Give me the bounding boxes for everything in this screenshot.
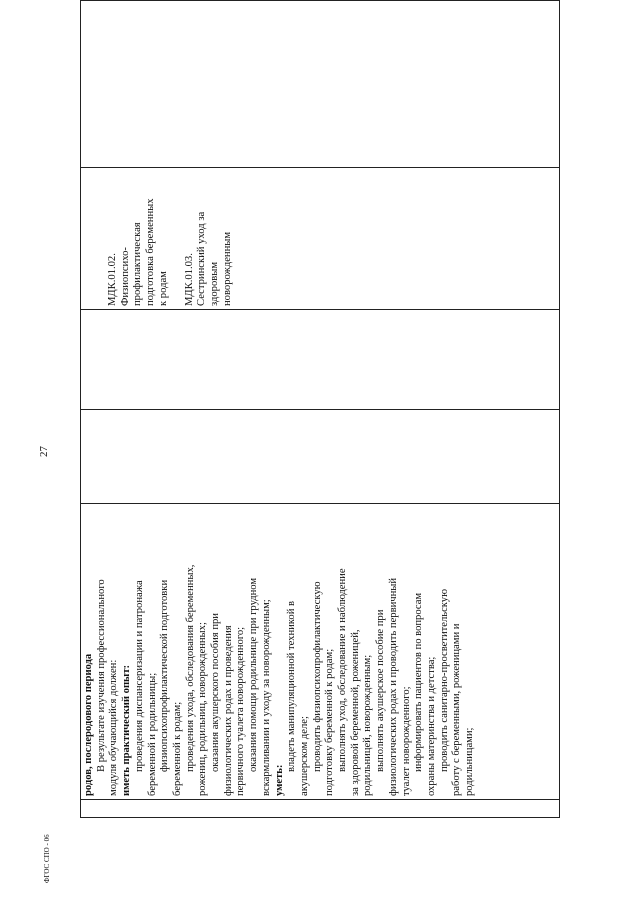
- table-cell-content: [81, 504, 560, 800]
- mdk-line: профилактическая: [132, 222, 144, 306]
- mdk-line: МДК.01.03.: [183, 253, 195, 306]
- content-line: родов, послеродового периода: [83, 653, 94, 796]
- content-line: информировать пациентов по вопросам: [413, 592, 425, 772]
- table-cell-empty: [81, 1, 560, 168]
- content-line: вскармливании и уходу за новорожденным;: [260, 599, 272, 796]
- content-line: туалет новорожденного;: [400, 686, 412, 796]
- content-line: проведения диспансеризации и патронажа: [133, 580, 145, 772]
- content-line: беременной к родам;: [171, 701, 183, 796]
- content-line: оказания помощи родильнице при грудном: [248, 577, 260, 772]
- content-line: проведения ухода, обследования беременных,: [184, 564, 196, 772]
- content-line: владеть манипуляционной техникой в: [286, 600, 298, 772]
- content-line: подготовку беременной к родам;: [324, 648, 336, 796]
- mdk-line: здоровым: [208, 261, 220, 306]
- content-line: за здоровой беременной, роженицей,: [349, 629, 361, 796]
- content-line: уметь:: [273, 764, 285, 796]
- page-number: 27: [38, 446, 50, 457]
- content-line: работу с беременными, роженицами и: [451, 623, 463, 796]
- table-cell-mdk: [81, 168, 560, 310]
- content-line: иметь практический опыт:: [121, 664, 133, 796]
- content-line: выполнять уход, обследование и наблюдение: [337, 568, 349, 772]
- content-line: физиологических родах и проведения: [222, 625, 234, 796]
- content-line: проводить физиопсихопрофилактическую: [311, 581, 323, 772]
- learning-outcomes-text: [81, 504, 477, 799]
- mdk-block: [107, 171, 171, 306]
- curriculum-table: [80, 0, 560, 818]
- mdk-block: [184, 171, 235, 306]
- content-line: родильницей, новорожденным;: [362, 654, 374, 796]
- table-cell-index: [81, 800, 560, 818]
- content-line: физиопсихопрофилактической подготовки: [159, 579, 171, 772]
- content-line: охраны материнства и детства;: [425, 656, 437, 796]
- table-row: [81, 1, 560, 818]
- table-cell-empty: [81, 410, 560, 504]
- footer-code: ФГОС СПО - 06: [43, 834, 51, 883]
- content-line: первичного туалета новорожденного;: [235, 626, 247, 796]
- mdk-line: к родам: [157, 271, 169, 306]
- mdk-line: подготовка беременных: [145, 198, 157, 306]
- content-line: оказания акушерского пособия при: [210, 613, 222, 772]
- mdk-list: [81, 168, 234, 309]
- mdk-gap: [171, 171, 184, 306]
- table-cell-empty: [81, 310, 560, 410]
- mdk-line: МДК.01.02.: [107, 253, 118, 306]
- content-line: выполнять акушерское пособие при: [375, 609, 387, 772]
- content-line: акушерском деле;: [298, 716, 310, 796]
- mdk-line: Сестринский уход за: [196, 211, 208, 306]
- content-line: родильницами;: [464, 727, 476, 796]
- content-line: проводить санитарно-просветительскую: [438, 588, 450, 772]
- content-line: модуля обучающийся должен:: [108, 659, 120, 796]
- content-line: физиологических родах и проводить первичный: [387, 577, 399, 796]
- mdk-line: новорожденным: [221, 231, 233, 306]
- content-line: беременной и родильницы;: [146, 672, 158, 796]
- content-line: рожениц, родильниц, новорожденных;: [197, 622, 209, 796]
- mdk-line: Физиопсихо-: [119, 247, 131, 306]
- content-line: В результате изучения профессионального: [95, 579, 107, 772]
